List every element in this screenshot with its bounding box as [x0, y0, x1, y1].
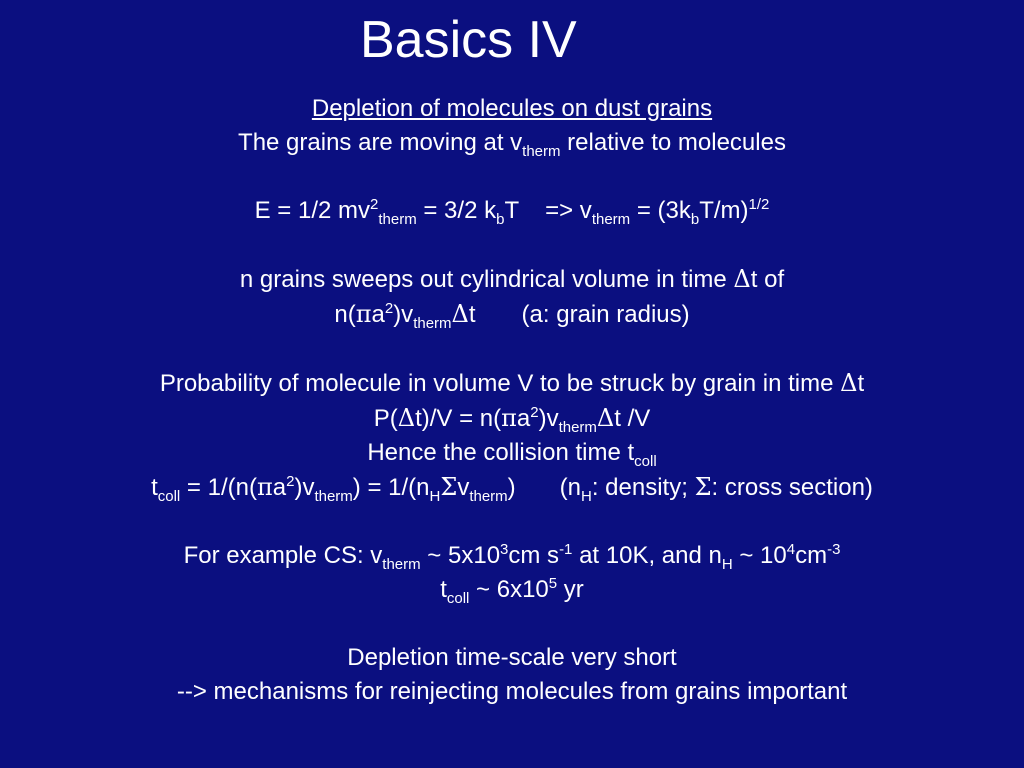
delta-symbol: Δ [733, 265, 751, 293]
delta-symbol: Δ [596, 404, 615, 432]
sigma-symbol: Σ [440, 473, 458, 501]
text-line-collision-time: Hence the collision time $t_{coll}$ [367, 439, 657, 470]
pi-symbol: π [256, 473, 273, 501]
delta-symbol: Δ [451, 300, 469, 328]
delta-symbol: Δ [840, 369, 858, 397]
blank-line [0, 505, 1024, 539]
equation-tcoll-value: $t_{coll}$ ~ $6x10^5$ yr [440, 575, 584, 607]
text-line-example-cs: For example CS: $v_{therm}$ ~ $5x10^3cm$ $s^{-1}$ at 10K, and $n_H$ ~ $10^4cm^{-3}$ [183, 541, 841, 573]
pi-symbol: π [501, 404, 517, 432]
equation-energy: E = 1/2 $mv^2_{therm} = 3/2$ $k_bT => v_{therm} = (3k_bT/m)^{1/2}$ [254, 196, 770, 228]
blank-line [0, 228, 1024, 262]
text-line-reinjecting: --> mechanisms for reinjecting molecules from grains important [176, 678, 848, 705]
text-line-grains-moving: The grains are moving at $v_{therm}$ relative to molecules [238, 129, 786, 160]
equation-volume: $n(\pi a^2)v_{therm}\Delta t$ (a: grain radius) [334, 300, 690, 332]
slide-title: Basics IV [360, 11, 577, 69]
blank-line [0, 160, 1024, 194]
section-heading: Depletion of molecules on dust grains [311, 95, 713, 122]
text-line-sweep-volume: n grains sweeps out cylindrical volume in time Δt of [239, 265, 785, 293]
blank-line [0, 332, 1024, 366]
text-line-depletion-short: Depletion time-scale very short [347, 644, 677, 671]
blank-line [0, 607, 1024, 641]
equation-probability: $P(\Delta t)/V = n(\pi a^2)v_{therm}\Delta t$ /V [373, 404, 651, 436]
slide-body [0, 92, 1024, 709]
delta-symbol: Δ [397, 404, 416, 432]
sigma-symbol: Σ [694, 473, 712, 501]
pi-symbol: π [355, 300, 372, 328]
text-line-probability: Probability of molecule in volume V to be struck by grain in time Δt [159, 369, 865, 397]
equation-collision-time: $t_{coll} = 1/(n(\pi a^2)v_{therm}) = 1/(n_H\Sigma v_{therm})$ ($n_H$: density; Σ: cross section) [151, 473, 873, 505]
